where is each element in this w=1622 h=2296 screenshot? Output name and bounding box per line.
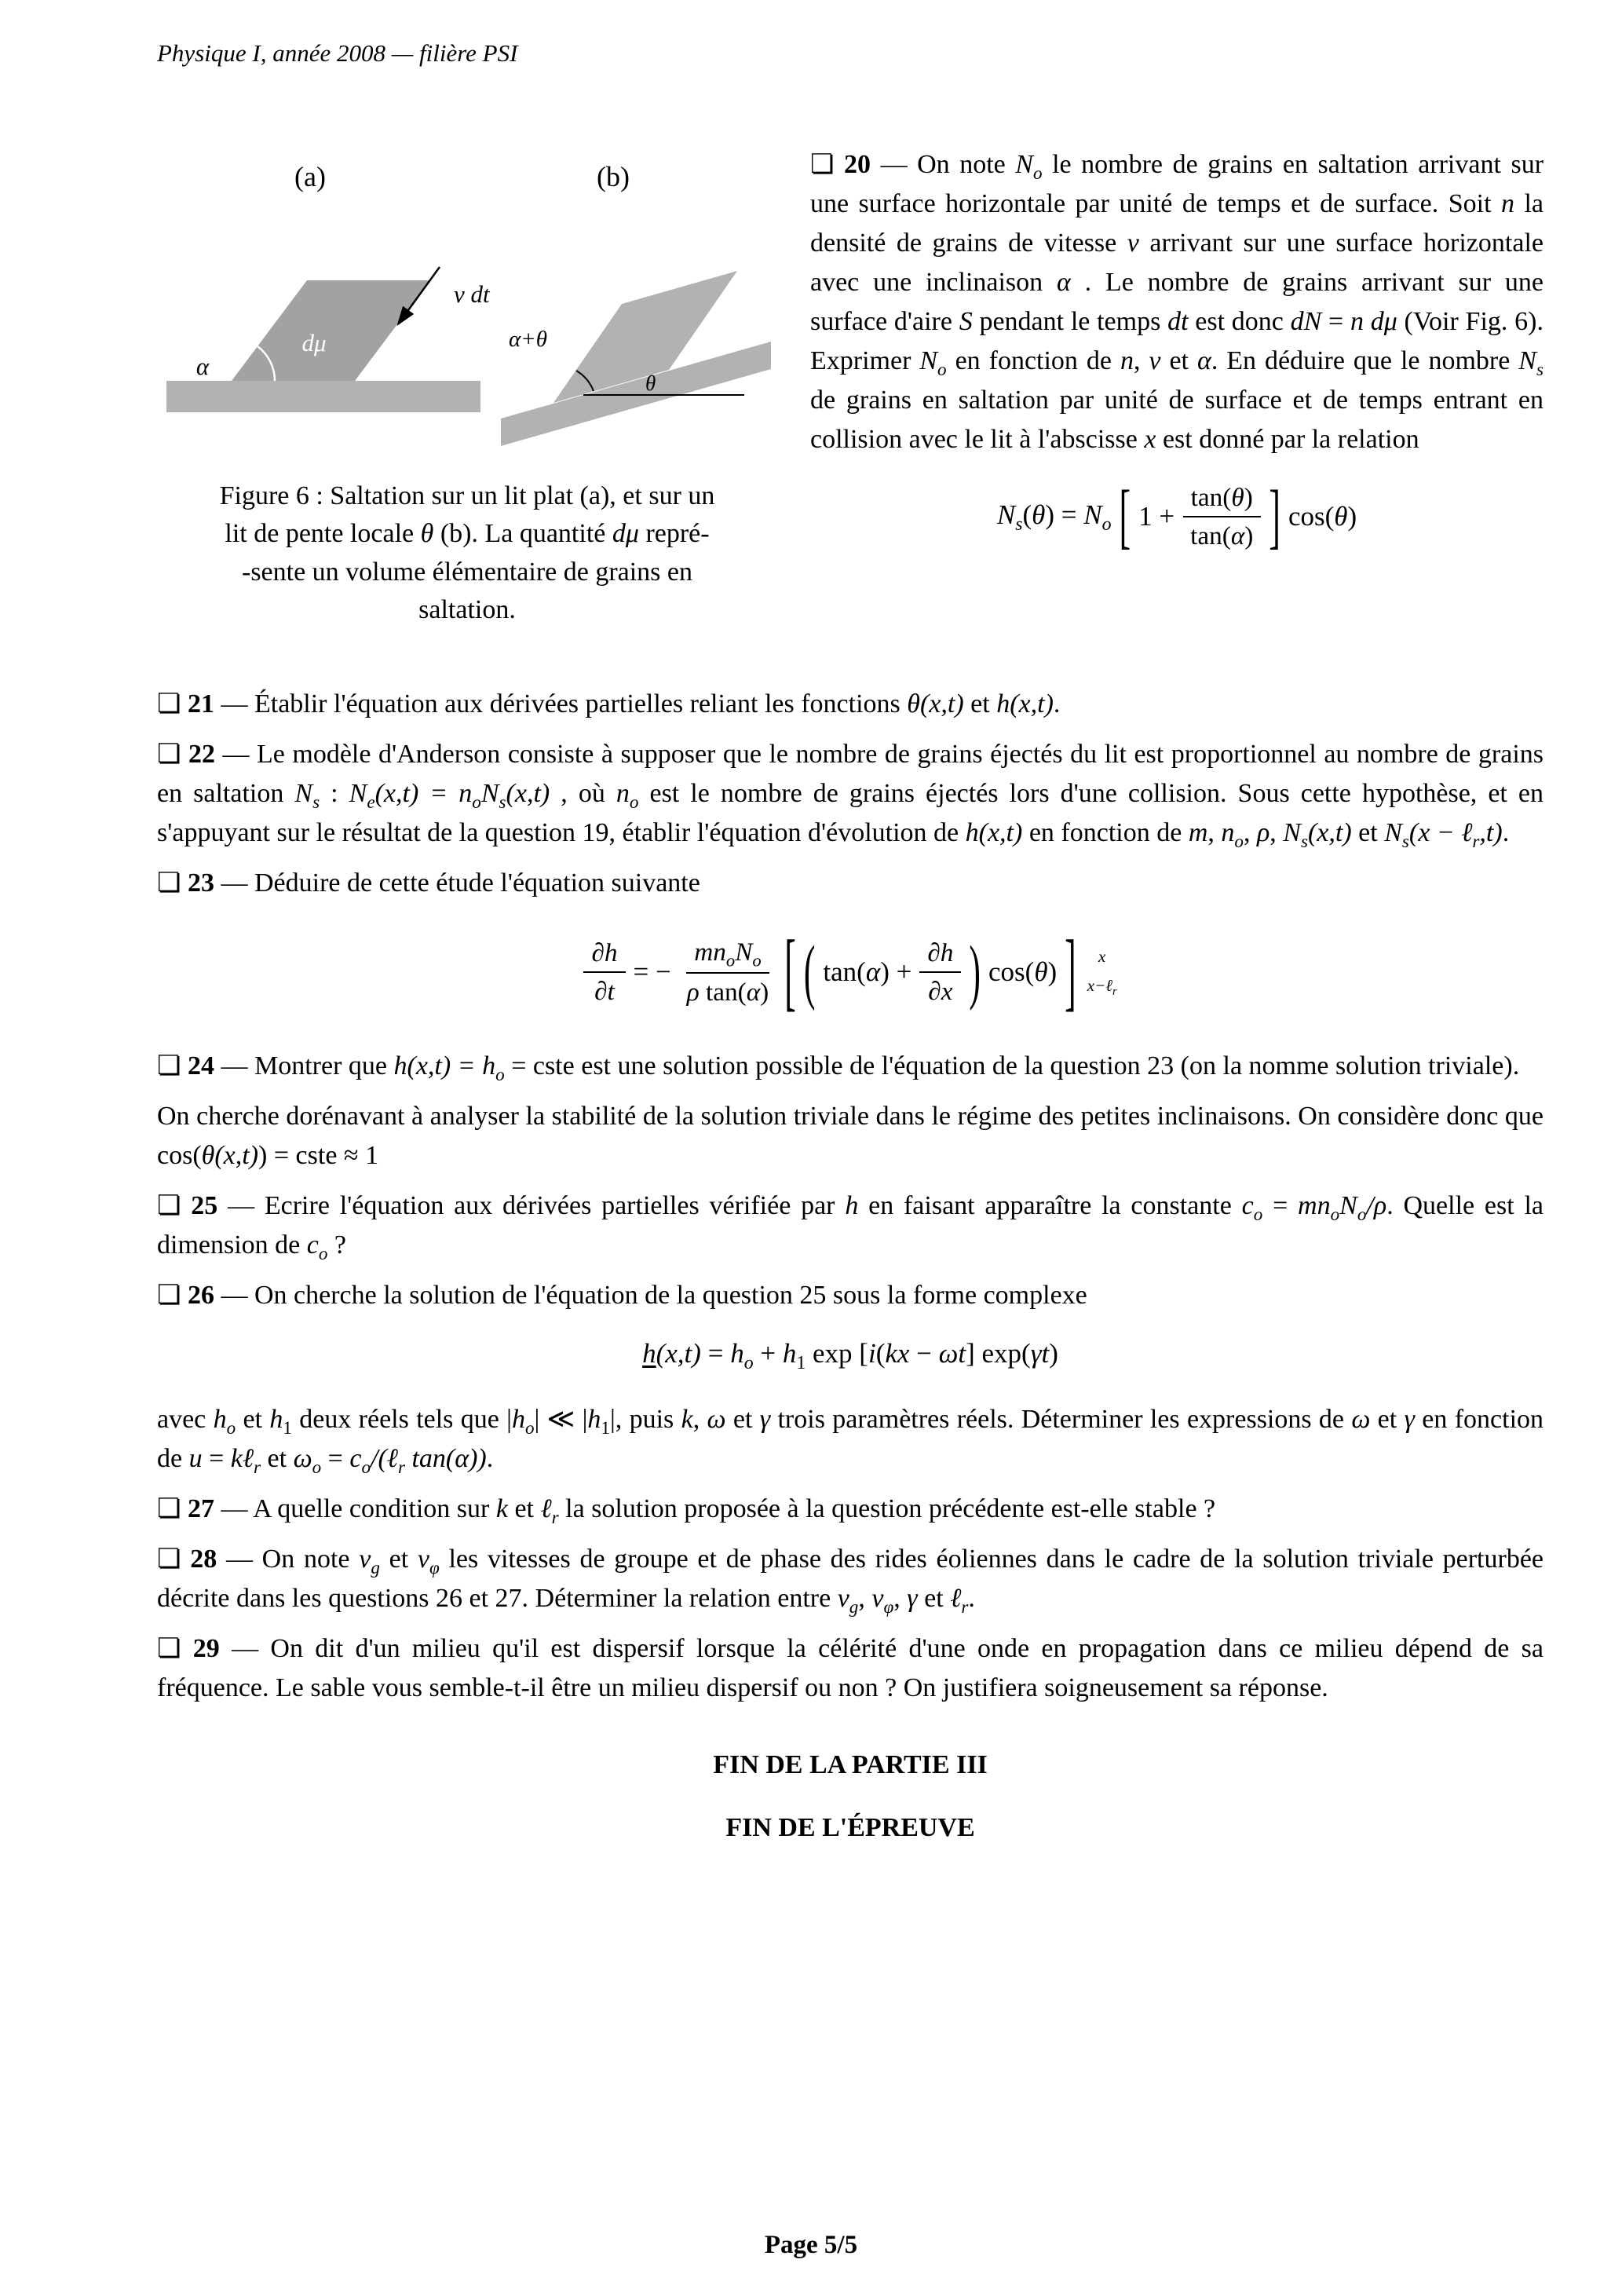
question-29: ❏ 29 — On dit d'un milieu qu'il est dispersif lorsque la célérité d'une onde en propagation dans ce milieu dépend de sa fréquence. Le sable vous semble-t-il être un milieu dispersif ou non ? On justifiera soigneusement sa réponse. [157, 1634, 1544, 1703]
question-26: ❏ 26 — On cherche la solution de l'équation de la question 25 sous la forme complexe [157, 1280, 1087, 1310]
fraction-numerator: $mn_oN_o$ [686, 936, 769, 974]
right-paren: ) [969, 932, 981, 1012]
caption-line-2: lit de pente locale θ (b). La quantité dμ repré- [225, 519, 710, 549]
right-square-bracket: ] [1269, 477, 1280, 557]
question-25: ❏ 25 — Ecrire l'équation aux dérivées partielles vérifiée par h en faisant apparaître la constante $c_o = mn_oN_o/\rho$. Quelle est la dimension de $c_o$ ? [157, 1190, 1543, 1264]
cos-theta: cos(θ) [988, 956, 1058, 988]
question-28: ❏ 28 — On note $v_g$ et $v_\varphi$ les vitesses de groupe et de phase des rides éoliennes dans le cadre de la solution triviale perturbée décrite dans les questions 26 et 27. Déterminer la relation entre $v_g$, $v_\varphi$, γ et ℓ$_r$. [157, 1545, 1544, 1618]
tan-fraction [1182, 481, 1261, 553]
fraction-denominator: ∂t [594, 977, 615, 1007]
label-vdt: v dt [454, 280, 490, 308]
question-24: ❏ 24 — Montrer que $h(x,t) = h_o$ = cste est une solution possible de l'équation de la question 23 (on la nomme solution triviale). [157, 1051, 1520, 1085]
fraction-numerator: ∂h [919, 937, 961, 974]
caption-line-4: saltation. [418, 594, 516, 624]
eq-ns-one-plus: 1 + [1138, 501, 1175, 532]
stability-note: On cherche dorénavant à analyser la stabilité de la solution triviale dans le régime des petites inclinaisons. On considère donc que cos(θ(x,t)) = cste ≈ 1 [157, 1101, 1543, 1170]
question-20-column [810, 145, 1543, 629]
equals-minus: = − [633, 956, 671, 988]
flat-bed [166, 381, 480, 412]
tan-alpha-plus: tan(α) + [823, 956, 912, 988]
caption-line-1: Figure 6 : Saltation sur un lit plat (a), et sur un [219, 481, 715, 510]
question-20: ❏ 20 — On note $N_o$ le nombre de grains en saltation arrivant sur une surface horizontale par unité de temps et de surface. Soit n la densité de grains de vitesse v arrivant sur une surface horizontale avec une inclinaison α . Le nombre de grains arrivant sur une surface d'aire S pendant le temps dt est donc dN = n dμ (Voir Fig. 6). Exprimer $N_o$ en fonction de n, v et α. En déduire que le nombre $N_s$ de grains en saltation par unité de surface et de temps entrant en collision avec le lit à l'abscisse x est donné par la relation [810, 150, 1544, 454]
page-header: Physique I, année 2008 — filière PSI [157, 39, 518, 67]
fraction-denominator: tan(α) [1190, 521, 1254, 551]
left-square-bracket: [ [1119, 477, 1131, 557]
avec-note: avec $h_o$ et $h_1$ deux réels tels que $|h_o|$ ≪ $|h_1|$, puis k, ω et γ trois paramètres réels. Déterminer les expressions de ω et γ en fonction de u = kℓ$_r$ et $\omega_o$ = $c_o/(\ell_r$ tan(α)). [157, 1405, 1544, 1479]
main-content [157, 685, 1543, 1843]
question-22: ❏ 22 — Le modèle d'Anderson consiste à supposer que le nombre de grains éjectés du lit est proportionnel au nombre de grains en saltation $N_s$ : $N_e(x,t) = n_oN_s(x,t)$ , où $n_o$ est le nombre de grains éjectés lors d'une collision. Sous cette hypothèse, et en s'appuyant sur le résultat de la question 19, établir l'équation d'évolution de h(x,t) en fonction de m, $n_o$, ρ, $N_s(x,t)$ et $N_s(x$ − ℓ$_r$,t). [157, 739, 1544, 852]
dh-dx-fraction [919, 937, 961, 1008]
figure-6-diagram [157, 145, 777, 459]
saltation-volume-a [232, 280, 430, 381]
label-theta: θ [645, 371, 656, 395]
fraction-denominator: ∂x [928, 977, 953, 1007]
equation-h-complex: $h(x,t) = h_o + h_1$ exp [i(kx − ωt] exp(γt) [642, 1338, 1058, 1374]
upper-limit: x [1098, 946, 1106, 966]
left-paren: ( [803, 932, 816, 1012]
label-alpha: α [195, 353, 210, 380]
equation-ns [810, 477, 1543, 557]
coefficient-fraction [679, 936, 777, 1009]
eq-ns-cos: cos(θ) [1288, 501, 1357, 532]
equation-dhdt [157, 924, 1543, 1021]
page-number: Page 5/5 [764, 2231, 858, 2259]
figure-6 [157, 145, 777, 629]
figure-label-a: (a) [294, 161, 326, 192]
question-21: ❏ 21 — Établir l'équation aux dérivées partielles reliant les fonctions θ(x,t) et h(x,t). [157, 689, 1061, 718]
label-dmu: dμ [301, 329, 327, 356]
figure-caption [157, 477, 777, 629]
evaluation-limits [1087, 947, 1117, 998]
question-23: ❏ 23 — Déduire de cette étude l'équation suivante [157, 868, 700, 898]
question-27: ❏ 27 — A quelle condition sur k et ℓ$_r$ la solution proposée à la question précédente est-elle stable ? [157, 1494, 1216, 1528]
label-alpha-theta: α+θ [508, 327, 547, 352]
right-square-bracket: ] [1065, 924, 1076, 1021]
fraction-denominator: ρ tan(α) [686, 978, 769, 1007]
dh-dt-fraction [583, 937, 625, 1008]
fin-epreuve: FIN DE L'ÉPREUVE [725, 1813, 975, 1843]
lower-limit: x−ℓ$_r$ [1087, 976, 1117, 999]
eq-ns-lhs: $N_s(\theta) = N_o$ [996, 499, 1112, 535]
fin-partie-iii: FIN DE LA PARTIE III [713, 1750, 988, 1780]
caption-line-3: -sente un volume élémentaire de grains en [242, 557, 692, 587]
left-square-bracket: [ [784, 924, 796, 1021]
figure-label-b: (b) [597, 161, 630, 192]
top-section [157, 145, 1543, 629]
fraction-numerator: tan(θ) [1183, 481, 1261, 518]
fraction-numerator: ∂h [583, 937, 625, 974]
